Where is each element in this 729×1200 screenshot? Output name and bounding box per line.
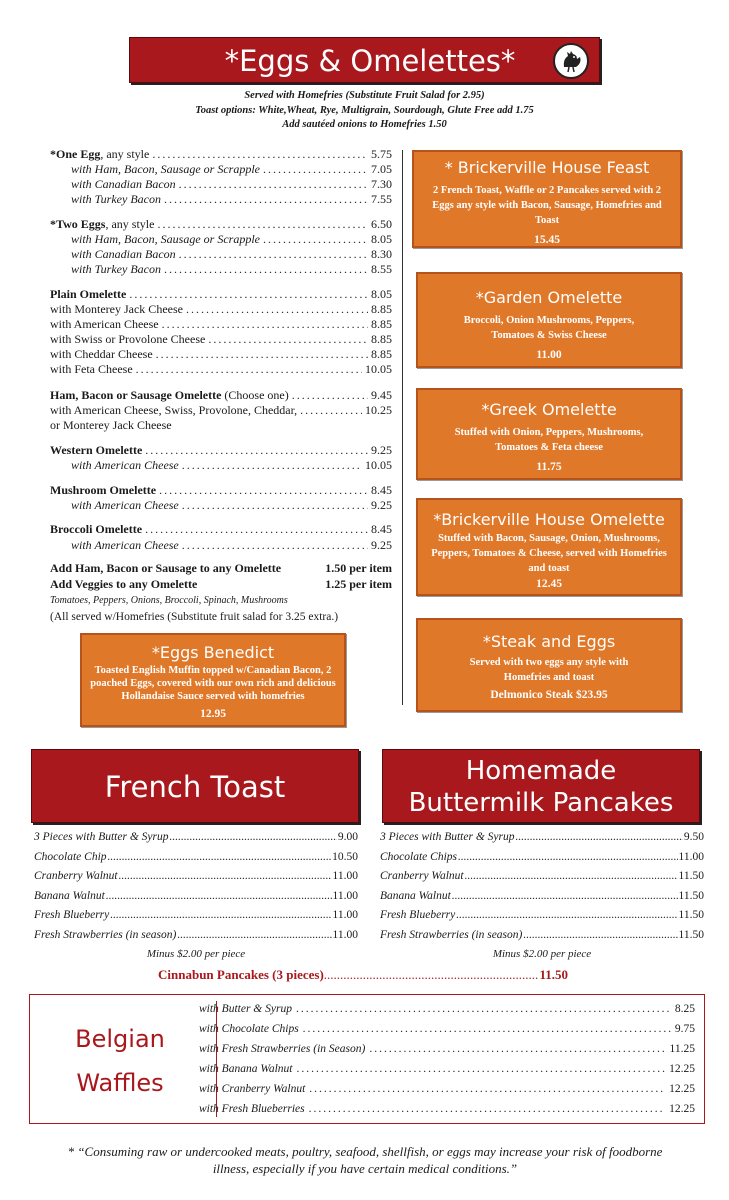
menu-item: with American Cheese ..... 8.85 — [50, 317, 392, 332]
menu-item: with Canadian Bacon ..... 7.30 — [50, 177, 392, 192]
list-item: 3 Pieces with Butter & Syrup ..... 9.00 — [34, 831, 358, 851]
special-desc: Stuffed with Bacon, Sausage, Onion, Mushrooms, Peppers, Tomatoes & Cheese, served with Homefries and toast — [431, 533, 667, 574]
cinnabun-pancakes: Cinnabun Pancakes (3 pieces) ..... 11.50 — [158, 967, 568, 985]
menu-item: Plain Omelette ..... 8.05 — [50, 287, 392, 302]
addon-veggies: Add Veggies to any Omelette 1.25 per item — [50, 577, 392, 591]
rooster-icon — [553, 43, 589, 79]
french-toast-list — [34, 831, 358, 948]
menu-item: *One Egg, any style ..... 5.75 — [50, 147, 392, 162]
list-item: with Butter & Syrup ..... 8.25 — [199, 1003, 695, 1023]
special-brickerville-omelette — [416, 498, 682, 596]
menu-item: with Ham, Bacon, Sausage or Scrapple ..... 8.05 — [50, 232, 392, 247]
special-price: 12.45 — [536, 578, 562, 590]
french-toast-banner — [31, 749, 359, 823]
food-safety-disclaimer: * “Consuming raw or undercooked meats, poultry, seafood, shellfish, or eggs may increase your risk of foodborne illness, especially if you have certain medical conditions.” — [67, 1144, 663, 1176]
list-item: Fresh Strawberries (in season) ..... 11.00 — [34, 929, 358, 949]
served-note: (All served w/Homefries (Substitute fruit salad for 3.25 extra.) — [50, 611, 339, 623]
menu-item: Mushroom Omelette ..... 8.45 — [50, 483, 392, 498]
menu-item: with Turkey Bacon ..... 8.55 — [50, 262, 392, 277]
menu-item: with Turkey Bacon ..... 7.55 — [50, 192, 392, 207]
menu-item: with American Cheese ..... 9.25 — [50, 538, 392, 553]
special-desc: Broccoli, Onion Mushrooms, Peppers, Tomatoes & Swiss Cheese — [463, 315, 635, 341]
special-price: 12.95 — [200, 708, 226, 720]
menu-item: Western Omelette ..... 9.25 — [50, 443, 392, 458]
list-item: Cranberry Walnut ..... 11.50 — [380, 870, 704, 890]
list-item: Banana Walnut ..... 11.50 — [380, 890, 704, 910]
list-item: Fresh Strawberries (in season) ..... 11.50 — [380, 929, 704, 949]
special-price: Delmonico Steak $23.95 — [490, 689, 608, 701]
special-garden-omelette — [416, 272, 682, 368]
addon-ham: Add Ham, Bacon or Sausage to any Omelette 1.50 per item — [50, 561, 392, 575]
list-item: Fresh Blueberry ..... 11.00 — [34, 909, 358, 929]
pancakes-title-line1: Homemade — [465, 756, 617, 786]
menu-item: with American Cheese, Swiss, Provolone, Cheddar, ..... 10.25 — [50, 403, 392, 418]
special-desc: Served with two eggs any style with Homefries and toast — [469, 657, 629, 683]
list-item: with Fresh Strawberries (in Season) ..... 11.25 — [199, 1043, 695, 1063]
menu-item: with Cheddar Cheese ..... 8.85 — [50, 347, 392, 362]
special-title: * Brickerville House Feast — [444, 158, 650, 177]
list-item: with Banana Walnut ..... 12.25 — [199, 1063, 695, 1083]
french-toast-minus: Minus $2.00 per piece — [146, 948, 246, 960]
special-price: 11.00 — [536, 349, 562, 361]
special-title: *Eggs Benedict — [151, 643, 275, 662]
menu-item: with American Cheese ..... 10.05 — [50, 458, 392, 473]
special-brickerville-feast — [412, 150, 682, 248]
list-item: Fresh Blueberry ..... 11.50 — [380, 909, 704, 929]
list-item: 3 Pieces with Butter & Syrup ..... 9.50 — [380, 831, 704, 851]
menu-item: with Feta Cheese ..... 10.05 — [50, 362, 392, 377]
special-title: *Steak and Eggs — [482, 632, 616, 651]
special-eggs-benedict — [80, 633, 346, 727]
list-item: Chocolate Chips ..... 11.00 — [380, 851, 704, 871]
list-item: with Cranberry Walnut ..... 12.25 — [199, 1083, 695, 1103]
onion-note: Add sautéed onions to Homefries 1.50 — [282, 119, 447, 130]
special-title: *Greek Omelette — [481, 400, 617, 419]
french-toast-title: French Toast — [104, 770, 286, 804]
special-steak-eggs — [416, 618, 682, 712]
toast-note: Toast options: White,Wheat, Rye, Multigrain, Sourdough, Glute Free add 1.75 — [195, 105, 534, 116]
special-greek-omelette — [416, 388, 682, 480]
menu-item: *Two Eggs, any style ..... 6.50 — [50, 217, 392, 232]
column-divider — [402, 150, 403, 705]
list-item: Cranberry Walnut ..... 11.00 — [34, 870, 358, 890]
menu-item: Ham, Bacon or Sausage Omelette (Choose one) ..... 9.45 — [50, 388, 392, 403]
special-price: 15.45 — [534, 234, 560, 246]
menu-item: or Monterey Jack Cheese — [50, 418, 172, 432]
list-item: Banana Walnut ..... 11.00 — [34, 890, 358, 910]
special-desc: Toasted English Muffin topped w/Canadian Bacon, 2 poached Eggs, covered with our own rich and delicious Hollandaise Sauce served with homefries — [90, 665, 336, 702]
special-desc: 2 French Toast, Waffle or 2 Pancakes served with 2 Eggs any style with Bacon, Sausage, Homefries and Toast — [432, 185, 662, 226]
special-price: 11.75 — [536, 461, 562, 473]
eggs-omelettes-banner — [129, 37, 600, 83]
list-item: Chocolate Chip ..... 10.50 — [34, 851, 358, 871]
list-item: with Fresh Blueberries ..... 12.25 — [199, 1103, 695, 1123]
pancakes-banner — [382, 749, 700, 823]
pancakes-minus: Minus $2.00 per piece — [492, 948, 592, 960]
menu-item: with Ham, Bacon, Sausage or Scrapple ..... 7.05 — [50, 162, 392, 177]
special-desc: Stuffed with Onion, Peppers, Mushrooms, Tomatoes & Feta cheese — [454, 427, 644, 453]
special-title: *Garden Omelette — [475, 288, 623, 307]
waffles-title: Belgian Waffles — [75, 1025, 165, 1097]
menu-item: with Canadian Bacon ..... 8.30 — [50, 247, 392, 262]
veggie-list: Tomatoes, Peppers, Onions, Broccoli, Spinach, Mushrooms — [50, 595, 288, 606]
section-title: *Eggs & Omelettes* — [224, 44, 516, 78]
menu-item: with Swiss or Provolone Cheese ..... 8.85 — [50, 332, 392, 347]
homefries-note: Served with Homefries (Substitute Fruit Salad for 2.95) — [244, 90, 485, 101]
list-item: with Chocolate Chips ..... 9.75 — [199, 1023, 695, 1043]
special-title: *Brickerville House Omelette — [433, 510, 665, 529]
pancakes-list — [380, 831, 704, 948]
menu-item: Broccoli Omelette ..... 8.45 — [50, 522, 392, 537]
pancakes-title-line2: Buttermilk Pancakes — [408, 788, 674, 818]
menu-item: with Monterey Jack Cheese ..... 8.85 — [50, 302, 392, 317]
menu-item: with American Cheese ..... 9.25 — [50, 498, 392, 513]
